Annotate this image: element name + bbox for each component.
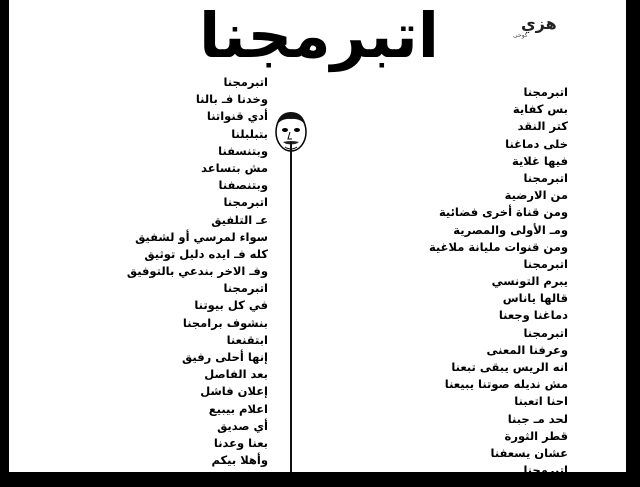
- poem-page: [9, 0, 626, 485]
- verse-line: اتبرمجنا: [223, 75, 268, 89]
- verse-line: وأهلا بيكم: [211, 453, 268, 468]
- verse-line: بس كفاية: [512, 102, 568, 117]
- verse-line: مش نديله صوتنا يبيعنا: [444, 377, 568, 392]
- verse-line: اتبرمجنا: [523, 170, 568, 185]
- verse-line: فيها غلاية: [511, 153, 568, 168]
- page-title: اتبرمجنا: [198, 0, 440, 72]
- verse-line: وبتنصفنا: [218, 178, 268, 193]
- verse-line: من الارضية: [504, 188, 568, 203]
- verse-line: وبتنسفنا: [218, 143, 268, 158]
- verse-line: عـ التلفيق: [211, 212, 268, 227]
- logo: [509, 14, 559, 40]
- verse-line: بتبلبلنا: [231, 126, 268, 141]
- verse-line: بنشوف برامجنا: [182, 315, 268, 330]
- right-verse-column: [308, 84, 568, 479]
- verse-line: وفـ الاخر بندعي بالتوفيق: [126, 264, 268, 279]
- verse-line: وخدنا فـ بالنا: [195, 92, 268, 107]
- verse-line: مش بتساعد: [201, 160, 268, 175]
- verse-line: ومـ الأولى والمصرية: [453, 222, 568, 237]
- verse-line: قطر الثورة: [504, 428, 568, 443]
- verse-line: ومن قناة أخرى فضائية: [438, 205, 568, 220]
- verse-line: عشان يسعفنا: [490, 445, 568, 460]
- verse-line: كله فـ ايده دليل توثيق: [144, 246, 268, 261]
- verse-line: إعلان فاشل: [200, 384, 268, 399]
- verse-line: في كل بيوتنا: [194, 298, 268, 313]
- verse-line: ابتقنعنا: [226, 332, 268, 347]
- verse-line: انه الريس يبقى تبعنا: [451, 360, 568, 374]
- logo-subtext: كوحى: [513, 32, 528, 39]
- logo-text: هزي: [521, 14, 557, 33]
- verse-line: أي صديق: [217, 418, 268, 433]
- verse-line: بعد الفاصل: [204, 367, 268, 382]
- column-divider: [290, 142, 292, 472]
- verse-line: دماغنا وجعنا: [498, 308, 568, 323]
- verse-line: قالها ياناس: [502, 291, 568, 306]
- verse-line: اتبرمجنا: [223, 195, 268, 210]
- verse-line: خلى دماغنا: [505, 136, 568, 151]
- verse-line: احنا اتعبنا: [514, 394, 568, 409]
- verse-line: إنها أحلى رفيق: [182, 350, 268, 364]
- verse-line: بعنا وعدنا: [213, 435, 268, 450]
- verse-line: لحد مـ جبنا: [507, 411, 568, 426]
- verse-line: اتبرمجنا: [223, 281, 268, 296]
- verse-line: اتبرمجنا: [523, 325, 568, 340]
- verse-line: اتبرمجنا: [523, 463, 568, 478]
- verse-line: ومن قنوات مليانة ملاغية: [428, 239, 568, 254]
- verse-line: سواء لمرسي أو لشفيق: [135, 229, 268, 244]
- verse-line: كتر النقد: [517, 119, 568, 134]
- verse-line: وعرفنا المعنى: [486, 342, 568, 357]
- verse-line: في اتبرمجنا: [200, 470, 268, 485]
- left-verse-column: [38, 74, 268, 487]
- verse-line: اعلام بيبيع: [208, 401, 268, 416]
- verse-line: أدي قنواتنا: [206, 109, 268, 124]
- verse-line: اتبرمجنا: [523, 256, 568, 271]
- verse-line: اتبرمجنا: [523, 85, 568, 99]
- verse-line: يبرم التونسي: [491, 274, 568, 289]
